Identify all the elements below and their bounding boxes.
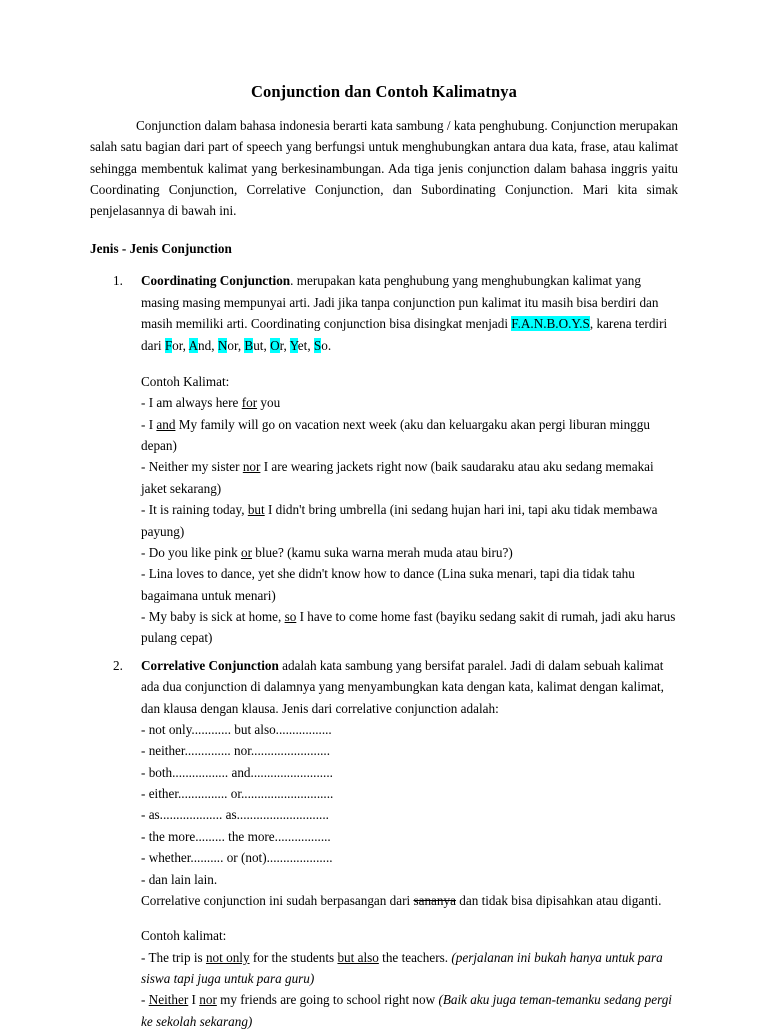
example-conjunction-first: Neither (148, 992, 189, 1008)
example-sentence (141, 456, 678, 499)
fanboys-separator: , (283, 337, 290, 353)
correlative-pair: - neither.............. nor........................ (141, 743, 331, 759)
fanboys-word (270, 338, 283, 353)
example-sentence (141, 392, 678, 413)
example-conjunction-second: nor (199, 992, 217, 1008)
coordinating-def-part2: , karena terdiri dari (141, 316, 668, 353)
fanboys-separator: , (307, 337, 314, 353)
section-heading: Jenis - Jenis Conjunction (90, 240, 232, 256)
fanboys-separator: , (263, 337, 271, 353)
example-text-before: - Do you like pink (141, 544, 241, 560)
example-text-before: - The trip is (141, 949, 206, 965)
fanboys-rest: nd (198, 337, 212, 353)
example-conjunction: and (156, 416, 176, 432)
example-text-before: - It is raining today, (141, 502, 248, 518)
correlative-pair: - either............... or............................ (141, 786, 334, 802)
example-sentence (141, 947, 678, 990)
list-item-correlative-conjunction (90, 655, 678, 1032)
correlative-examples-label: Contoh kalimat: (141, 928, 227, 944)
correlative-def: adalah kata sambung yang bersifat paralel. Jadi di dalam sebuah kalimat ada dua conjunction di dalamnya yang menyambungkan kata dengan kata, kalimat dengan kalimat, dan klausa dengan klausa. Jenis dari correlative conjunction adalah: (141, 657, 664, 716)
spacer (141, 911, 678, 925)
fanboys-initial: Y (289, 337, 298, 353)
example-conjunction: but (247, 502, 265, 518)
fanboys-separator: . (327, 337, 332, 353)
correlative-body (141, 655, 678, 1032)
correlative-note (141, 890, 678, 911)
example-translation: (Baik aku juga teman-temanku sedang pergi ke sekolah sekarang) (141, 992, 672, 1029)
example-text-middle: I (188, 992, 200, 1008)
coordinating-def-part1: . merupakan kata penghubung yang menghubungkan kalimat yang masing masing mempunyai arti. Jadi jika tanpa conjunction pun kalimat itu masih bisa berdiri dan masih memiliki arti. Coordinating conjunction bisa disingkat menjadi (141, 273, 659, 332)
example-text-before: - My baby is sick at home, (141, 609, 285, 625)
example-conjunction: nor (242, 459, 261, 475)
example-text-middle: for the students (249, 949, 338, 965)
fanboys-word (314, 338, 328, 353)
fanboys-rest: r (279, 337, 284, 353)
intro-paragraph: Conjunction dalam bahasa indonesia berarti kata sambung / kata penghubung. Conjunction merupakan salah satu bagian dari part of speech yang berfungsi untuk menghubungkan antara dua kata, frase, atau kalimat sehingga membentuk kalimat yang berkesinambungan. Ada tiga jenis conjunction dalam bahasa inggris yaitu Coordinating Conjunction, Correlative Conjunction, dan Subordinating Conjunction. Mari kita simak penjelasannya di bawah ini. (90, 117, 679, 219)
example-text-after: the teachers. (378, 949, 452, 965)
correlative-pair: - the more......... the more................. (141, 828, 331, 844)
spacer (141, 356, 678, 371)
fanboys-acronym: F.A.N.B.O.Y.S (511, 316, 590, 332)
fanboys-word (189, 338, 212, 353)
fanboys-rest: o (321, 337, 328, 353)
correlative-pair: - whether.......... or (not).................... (141, 850, 333, 866)
example-conjunction-second: but also (337, 949, 379, 965)
correlative-note-strikethrough: sananya (413, 892, 456, 908)
fanboys-word (244, 338, 263, 353)
correlative-note-post: dan tidak bisa dipisahkan atau diganti. (455, 892, 662, 908)
example-conjunction: for (241, 395, 258, 411)
example-sentence (141, 606, 678, 649)
correlative-definition (141, 655, 678, 719)
fanboys-initial: N (217, 337, 228, 353)
example-text-after: My family will go on vacation next week (aku dan keluargaku akan pergi liburan minggu depan) (141, 416, 650, 454)
coordinating-examples (141, 392, 678, 649)
correlative-pair: - both................. and......................... (141, 764, 333, 780)
example-sentence (141, 989, 678, 1032)
example-sentence (141, 563, 678, 606)
fanboys-initial: O (270, 337, 280, 353)
example-text-before: - Lina loves to dance, yet she didn't know how to dance (Lina suka menari, tapi dia tidak tahu bagaimana untuk menari) (141, 566, 635, 603)
fanboys-separator: , (182, 337, 189, 353)
example-text-after: I have to come home fast (bayiku sedang sakit di rumah, jadi aku harus pulang cepat) (141, 609, 676, 646)
page-title: Conjunction dan Contoh Kalimatnya (251, 82, 517, 101)
fanboys-initial: B (244, 337, 254, 353)
fanboys-rest: or (172, 337, 183, 353)
fanboys-word (218, 338, 238, 353)
fanboys-initial: F (164, 337, 173, 353)
example-text-after: you (257, 395, 281, 411)
fanboys-initial: A (188, 337, 199, 353)
correlative-pairs-list (141, 719, 678, 890)
correlative-pair: - not only............ but also................. (141, 721, 332, 737)
example-sentence (141, 542, 678, 563)
coordinating-definition (141, 270, 678, 356)
correlative-note-pre: Correlative conjunction ini sudah berpasangan dari (141, 892, 414, 908)
example-text-before: - (141, 992, 149, 1008)
fanboys-word (290, 338, 308, 353)
example-text-after: my friends are going to school right now (216, 992, 439, 1008)
coordinating-examples-label: Contoh Kalimat: (141, 373, 230, 389)
example-conjunction: so (284, 609, 297, 625)
fanboys-word (165, 338, 183, 353)
example-sentence (141, 414, 678, 457)
fanboys-rest: or (227, 337, 238, 353)
example-text-after: I are wearing jackets right now (baik saudaraku atau aku sedang memakai jaket sekarang) (141, 459, 654, 496)
coordinating-body (141, 270, 678, 648)
conjunction-types-list (90, 270, 678, 1032)
fanboys-separator: , (237, 337, 245, 353)
example-sentence (141, 499, 678, 542)
example-text-after: blue? (kamu suka warna merah muda atau biru?) (252, 544, 513, 560)
example-text-before: - Neither my sister (141, 459, 243, 475)
list-item-coordinating-conjunction (90, 270, 678, 648)
fanboys-rest: et (297, 337, 308, 353)
example-text-before: - I am always here (141, 395, 242, 411)
correlative-pair: - dan lain lain. (141, 871, 218, 887)
example-text-before: - I (141, 416, 157, 432)
coordinating-term: Coordinating Conjunction (141, 273, 291, 289)
fanboys-rest: ut (253, 337, 264, 353)
fanboys-initial: S (313, 337, 322, 353)
correlative-pair: - as................... as............................ (141, 807, 329, 823)
correlative-term: Correlative Conjunction (141, 657, 279, 673)
fanboys-word-list (165, 338, 331, 353)
example-text-after: I didn't bring umbrella (ini sedang hujan hari ini, tapi aku tidak membawa payung) (141, 502, 658, 539)
example-conjunction: or (241, 544, 252, 560)
example-translation: (perjalanan ini bukah hanya untuk para siswa tapi juga untuk para guru) (141, 949, 663, 987)
correlative-examples (141, 947, 678, 1032)
example-conjunction-first: not only (205, 949, 250, 965)
fanboys-separator: , (211, 337, 218, 353)
